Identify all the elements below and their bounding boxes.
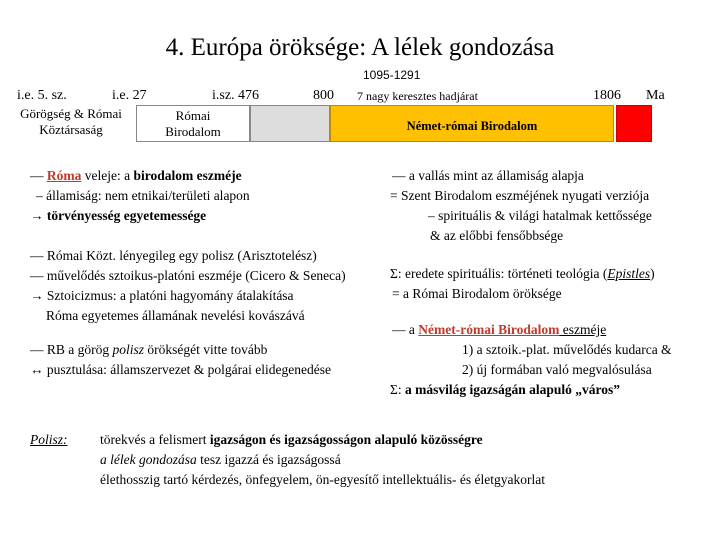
period-roman-empire (140, 108, 246, 140)
right-line-holy-empire: = Szent Birodalom eszméjének nyugati verziója (390, 188, 650, 203)
period-roman-line1: Római (175, 108, 211, 123)
left-line-lawfulness: → törvényesség egyetemessége (30, 208, 207, 223)
date-crusades-range: 1095-1291 (363, 68, 421, 82)
date-today: Ma (646, 88, 665, 103)
crusades-label: 7 nagy keresztes hadjárat (357, 89, 478, 103)
left-line-roma: — Róma veleje: a birodalom eszméje (30, 168, 242, 183)
period-greek-line1: Görögség & Római (20, 106, 122, 121)
right-line-realization: 2) új formában való megvalósulása (462, 362, 652, 377)
right-line-roman-heritage: = a Római Birodalom öröksége (392, 286, 562, 301)
date-476-ad: i.sz. 476 (212, 88, 260, 103)
hre-highlight: Német-római Birodalom (418, 322, 560, 337)
right-line-religion: — a vallás mint az államiság alapja (392, 168, 584, 183)
page-title: 4. Európa öröksége: A lélek gondozása (165, 34, 555, 61)
roma-highlight: Róma (46, 168, 82, 183)
left-line-leaven: Róma egyetemes államának nevelési kovászává (46, 308, 305, 323)
left-line-polis: — Római Közt. lényegileg egy polisz (Arisztotelész) (30, 248, 317, 263)
left-line-stoicism: → Sztoicizmus: a platóni hagyomány átalakítása (30, 288, 294, 303)
date-1806: 1806 (593, 88, 621, 103)
left-line-decline: ↔ pusztulása: államszervezet & polgárai elidegenedése (30, 362, 331, 377)
left-line-statehood: – államiság: nem etnikai/területi alapon (36, 188, 250, 203)
period-gap-bar (250, 105, 330, 142)
period-hre-label: Német-római Birodalom (406, 119, 538, 133)
date-5th-century-bc: i.e. 5. sz. (17, 88, 67, 103)
left-line-education: — művelődés sztoikus-platóni eszméje (Cicero & Seneca) (30, 268, 346, 283)
right-line-spiritual-origin: Σ: eredete spirituális: történeti teológia (Epistles) (390, 266, 655, 281)
date-800: 800 (313, 88, 334, 103)
date-27-bc: i.e. 27 (112, 88, 147, 103)
period-roman-line2: Birodalom (165, 124, 221, 139)
right-line-otherworld-city: Σ: a másvilág igazságán alapuló „város” (390, 382, 621, 397)
right-line-supremacy: & az előbbi fensőbbsége (430, 228, 564, 243)
right-line-hre-idea: — a Német-római Birodalom eszméje (392, 322, 607, 337)
left-line-rb-heritage: — RB a görög polisz örökségét vitte tovább (30, 342, 268, 357)
polisz-line2: a lélek gondozása tesz igazzá és igazságossá (100, 452, 341, 467)
period-greek-line2: Köztársaság (39, 122, 103, 137)
right-line-failure: 1) a sztoik.-plat. művelődés kudarca & (462, 342, 672, 357)
period-modern-bar (616, 105, 652, 142)
polisz-line1: törekvés a felismert igazságon és igazságosságon alapuló közösségre (100, 432, 483, 447)
polisz-line3: élethosszig tartó kérdezés, önfegyelem, ön-egyesítő intellektuális- és életgyakorlat (100, 472, 545, 487)
period-greek-roman-republic (10, 106, 132, 138)
polisz-label: Polisz: (30, 432, 68, 447)
right-line-duality: – spirituális & világi hatalmak kettőssége (428, 208, 652, 223)
